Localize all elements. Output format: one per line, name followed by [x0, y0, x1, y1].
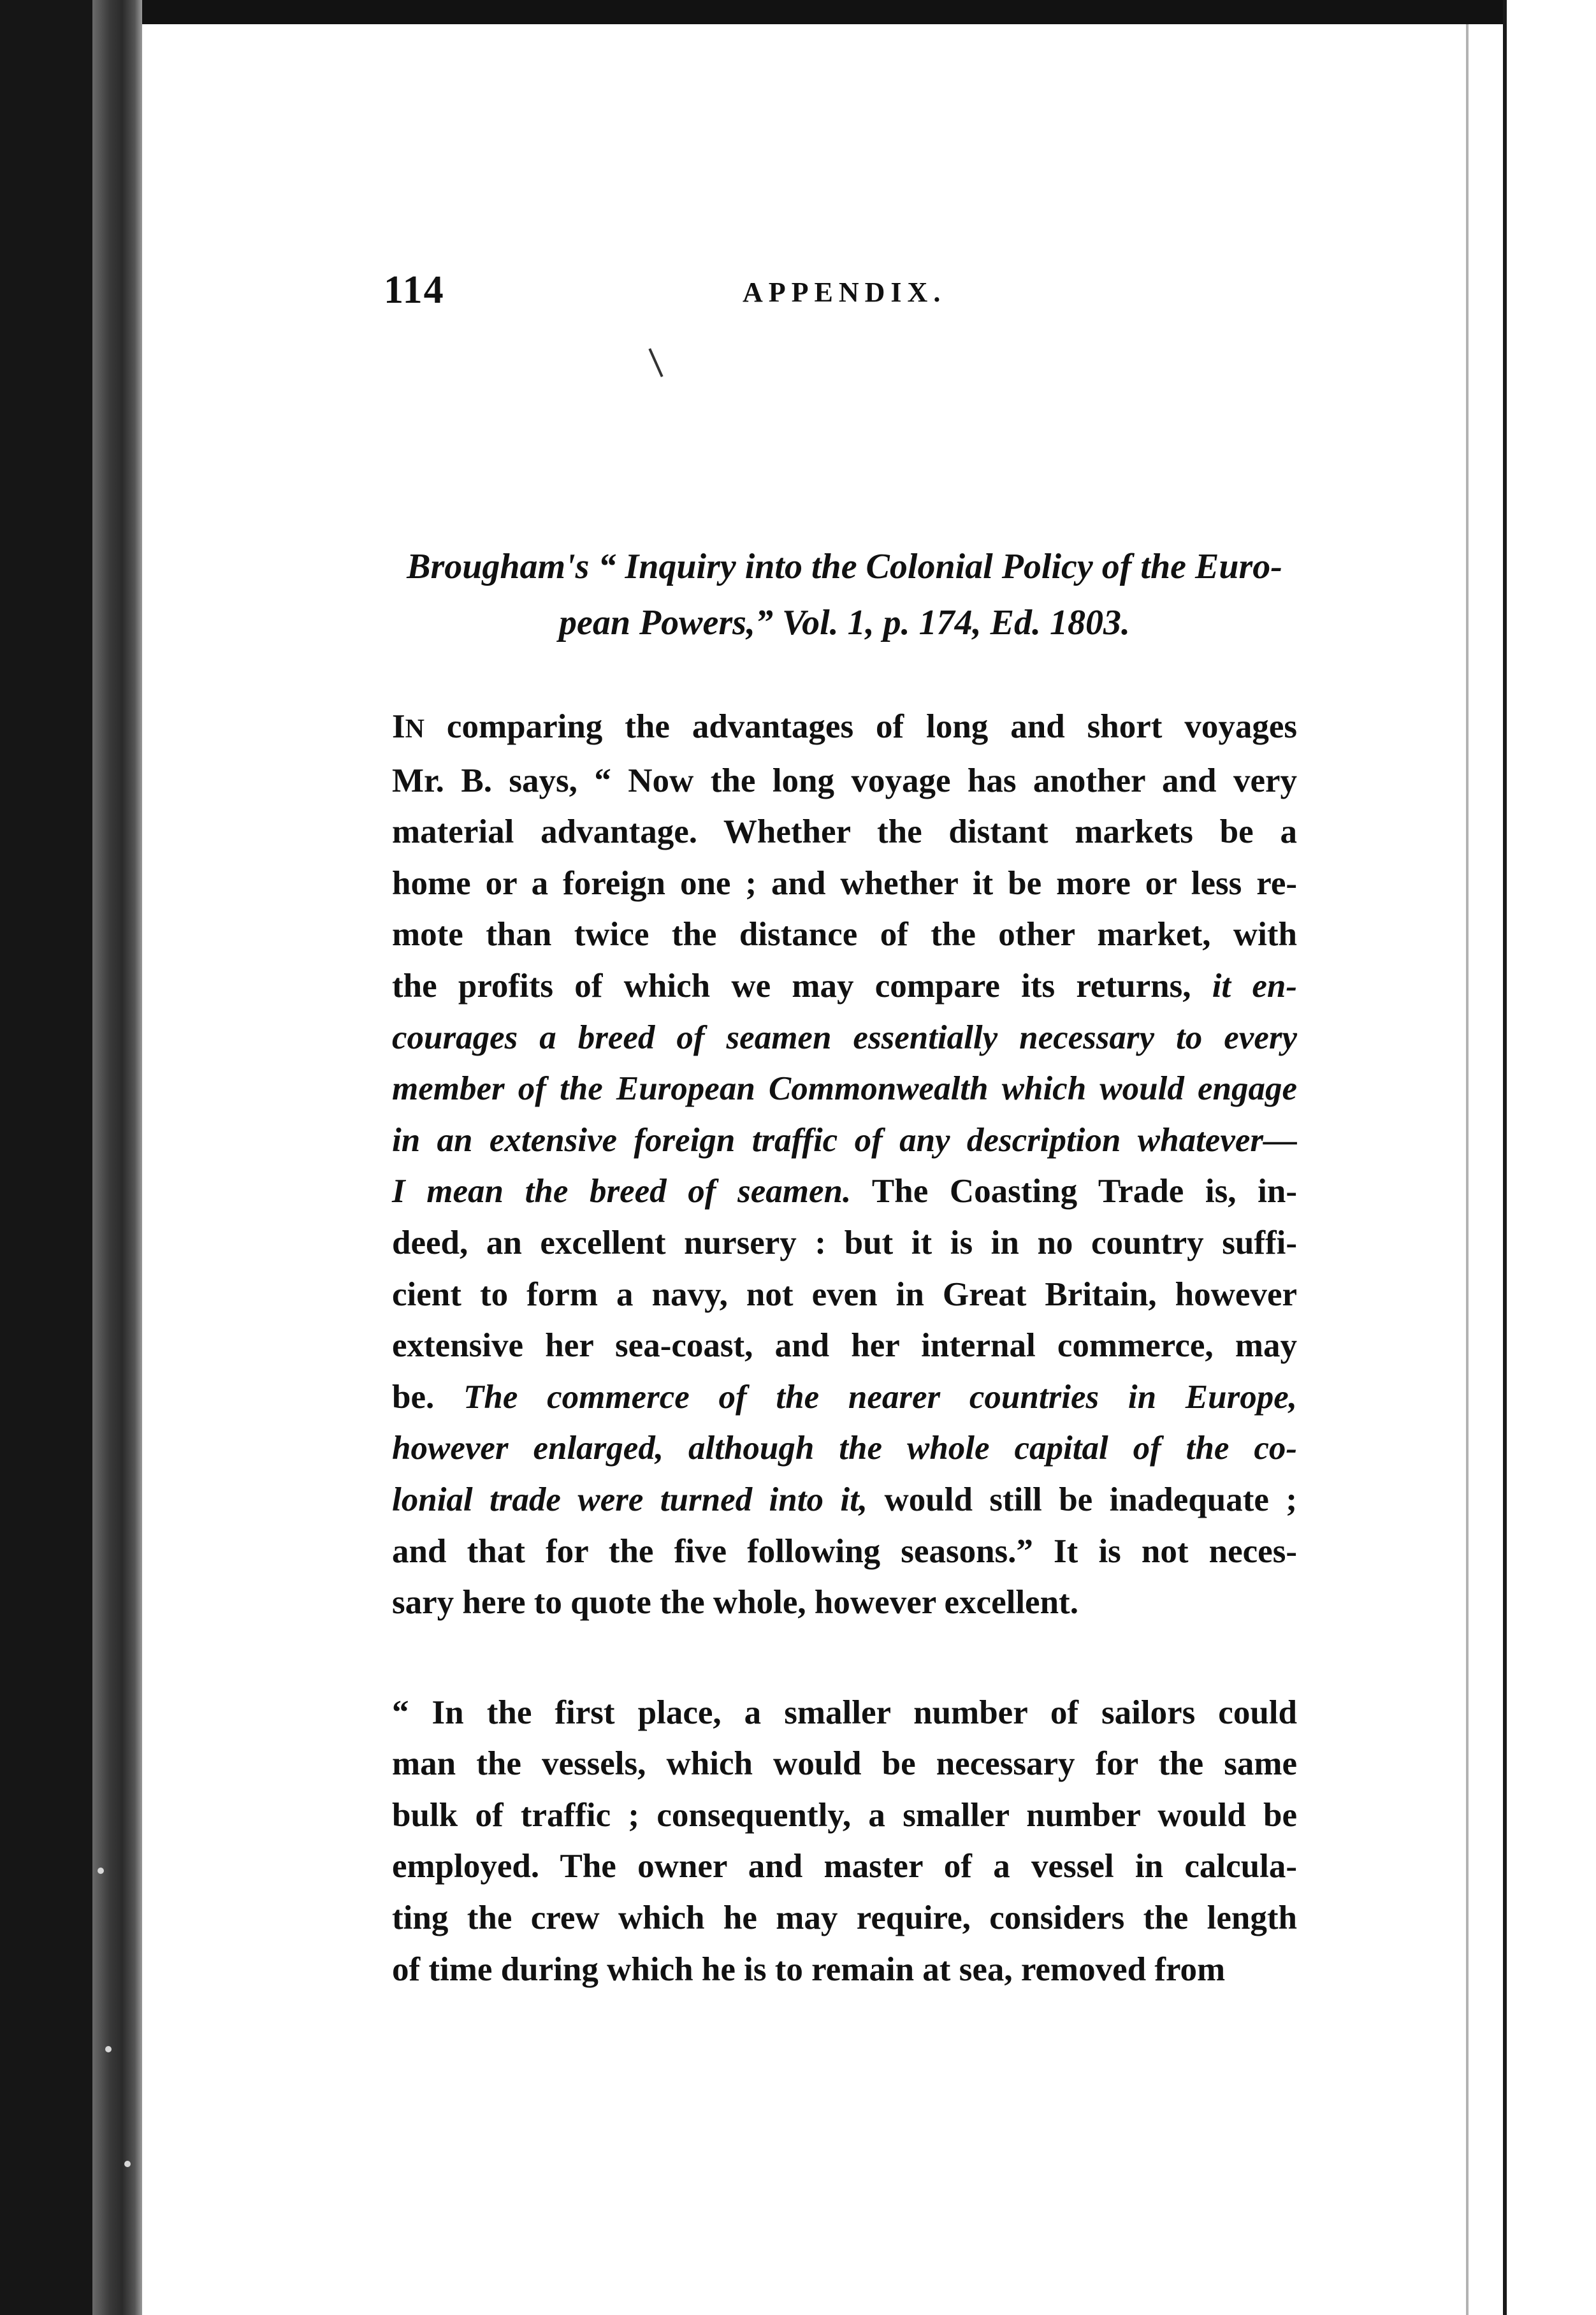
text-line [392, 1320, 1297, 1372]
text-line [392, 1474, 1297, 1526]
text-segment: extensive her sea-coast, and her internal commerce, may [392, 1327, 1297, 1365]
binding-speck [98, 1868, 104, 1874]
italic-quote-segment: The commerce of the nearer countries in Europe, [463, 1378, 1298, 1416]
text-line [392, 1063, 1297, 1115]
text-segment: and that for the five following seasons.” It is not neces- [392, 1532, 1297, 1570]
scan-border-top [0, 0, 1596, 24]
text-segment: cient to form a navy, not even in Great Britain, however [392, 1275, 1297, 1313]
italic-quote-segment: I mean the breed of seamen. [392, 1173, 852, 1210]
italic-quote-segment: in an extensive foreign traffic of any description whatever— [392, 1121, 1297, 1159]
text-segment: “ In the first place, a smaller number of sailors could [392, 1694, 1297, 1731]
text-line [392, 1269, 1297, 1321]
body-text [392, 701, 1297, 1995]
text-line [392, 858, 1297, 910]
text-segment: comparing the advantages of long and short voyages [424, 708, 1297, 745]
italic-quote-segment: member of the European Commonwealth which would engage [392, 1070, 1297, 1108]
binding-speck [124, 2161, 131, 2167]
page-fold-shadow [1466, 24, 1469, 2315]
text-line [392, 1217, 1297, 1269]
text-line [392, 1012, 1297, 1064]
text-line [392, 1738, 1297, 1790]
text-segment: employed. The owner and master of a vessel in calcula- [392, 1848, 1297, 1885]
italic-quote-segment: lonial trade were turned into it, [392, 1481, 868, 1518]
italic-quote-segment: courages a breed of seamen essentially necessary to every [392, 1019, 1297, 1056]
text-segment: The Coasting Trade is, in- [851, 1173, 1297, 1210]
text-line [392, 1166, 1297, 1217]
text-segment: bulk of traffic ; consequently, a smaller number would be [392, 1796, 1297, 1834]
text-segment: would still be inadequate ; [867, 1481, 1297, 1518]
text-line [392, 755, 1297, 807]
paragraph-1 [392, 701, 1297, 1629]
text-line [392, 1115, 1297, 1166]
paragraph-2 [392, 1687, 1297, 1996]
text-line [392, 1841, 1297, 1892]
book-binding-gutter [92, 0, 142, 2315]
citation-line: pean Powers,” Vol. 1, p. 174, Ed. 1803. [558, 603, 1131, 642]
page-number: 114 [384, 268, 445, 312]
text-segment: material advantage. Whether the distant markets be a [392, 813, 1297, 851]
italic-quote-segment: it en- [1212, 967, 1298, 1005]
binding-speck [105, 2046, 112, 2052]
text-line [392, 961, 1297, 1012]
text-segment: home or a foreign one ; and whether it be more or less re- [392, 864, 1297, 902]
scan-border-left [0, 0, 92, 2315]
text-segment: sary here to quote the whole, however excellent. [392, 1584, 1078, 1622]
text-line [392, 1892, 1297, 1944]
text-line [392, 806, 1297, 858]
text-segment: the profits of which we may compare its returns, [392, 967, 1212, 1005]
text-line [392, 1577, 1297, 1629]
text-line [392, 1944, 1297, 1996]
text-segment: be. [392, 1378, 463, 1416]
text-line [392, 1687, 1297, 1739]
text-segment: man the vessels, which would be necessary for the same [392, 1745, 1297, 1783]
text-line [392, 1526, 1297, 1578]
text-segment: Mr. B. says, “ Now the long voyage has another and very [392, 762, 1297, 799]
paragraph-opening-smallcaps: IN [392, 708, 424, 745]
text-line [392, 701, 1297, 755]
running-head: APPENDIX. [743, 277, 947, 308]
text-segment: mote than twice the distance of the other market, with [392, 916, 1297, 954]
text-line [392, 909, 1297, 961]
italic-quote-segment: however enlarged, although the whole capital of the co- [392, 1430, 1297, 1467]
citation-heading [382, 539, 1307, 651]
citation-line: Brougham's “ Inquiry into the Colonial Policy of the Euro- [407, 547, 1282, 586]
scan-border-right [1503, 0, 1596, 2315]
text-segment: ting the crew which he may require, considers the length [392, 1899, 1297, 1937]
text-segment: of time during which he is to remain at sea, removed from [392, 1950, 1226, 1988]
text-segment: deed, an excellent nursery : but it is in no country suffi- [392, 1224, 1297, 1261]
text-line [392, 1423, 1297, 1474]
text-line [392, 1790, 1297, 1841]
text-line [392, 1372, 1297, 1423]
